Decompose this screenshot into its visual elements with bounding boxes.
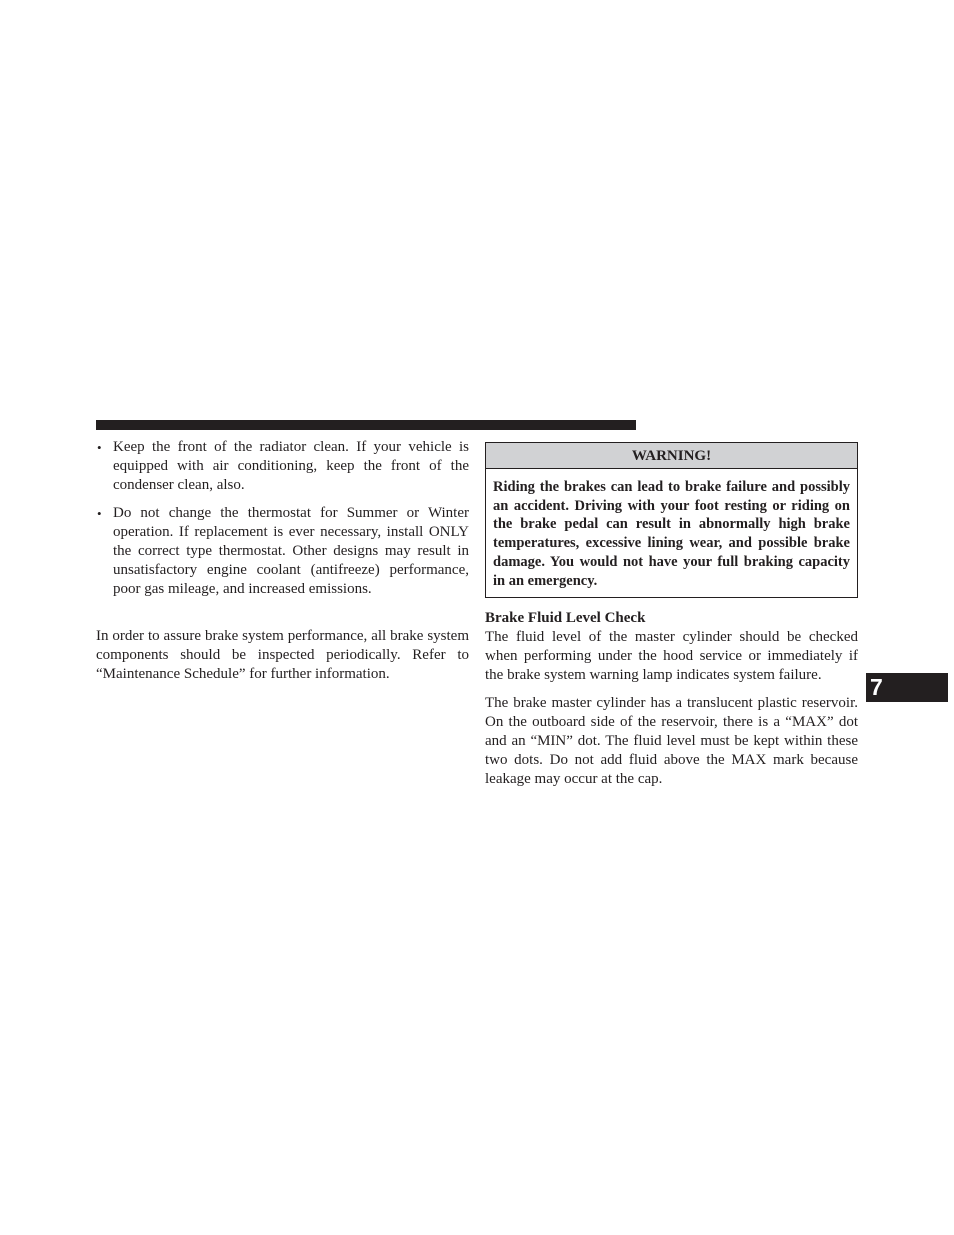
list-item-text: Do not change the thermostat for Summer or Winter operation. If replacement is ever necessary, install ONLY the correct type thermostat. Other designs may result in unsatisfactory engine coolant (antifreeze) performance, poor gas mileage, and increased emissions. (113, 505, 469, 597)
warning-text: Riding the brakes can lead to brake failure and possibly an accident. Driving with your foot resting or riding on the brake pedal can result in abnormally high brake temperatures, excessive lining wear, and possible brake damage. You would not have your full braking capacity in an emergency. (493, 479, 850, 589)
list-item (96, 438, 469, 495)
left-column (96, 438, 469, 684)
bullet-icon: • (97, 440, 102, 455)
right-column (485, 442, 858, 789)
warning-box (485, 442, 858, 598)
brake-fluid-paragraph: The fluid level of the master cylinder should be checked when performing under the hood service or immediately if the brake system warning lamp indicates system failure. (485, 629, 858, 684)
brake-reservoir-paragraph: The brake master cylinder has a translucent plastic reservoir. On the outboard side of the reservoir, there is a “MAX” dot and an “MIN” dot. The fluid level must be kept within these two dots. Do not add fluid above the MAX mark because leakage may occur at the cap. (485, 695, 858, 788)
bullet-icon: • (97, 506, 102, 521)
section-header-rule (96, 420, 636, 430)
list-item-text: Keep the front of the radiator clean. If your vehicle is equipped with air conditioning, keep the front of the condenser clean, also. (113, 439, 469, 493)
cooling-tips-list (96, 438, 469, 599)
warning-title: WARNING! (486, 443, 857, 469)
brake-fluid-heading: Brake Fluid Level Check (485, 610, 646, 627)
chapter-tab: 7 (866, 673, 948, 702)
brake-inspection-paragraph: In order to assure brake system performance, all brake system components should be inspected periodically. Refer to “Maintenance Schedule” for further information. (96, 628, 469, 682)
list-item (96, 504, 469, 599)
